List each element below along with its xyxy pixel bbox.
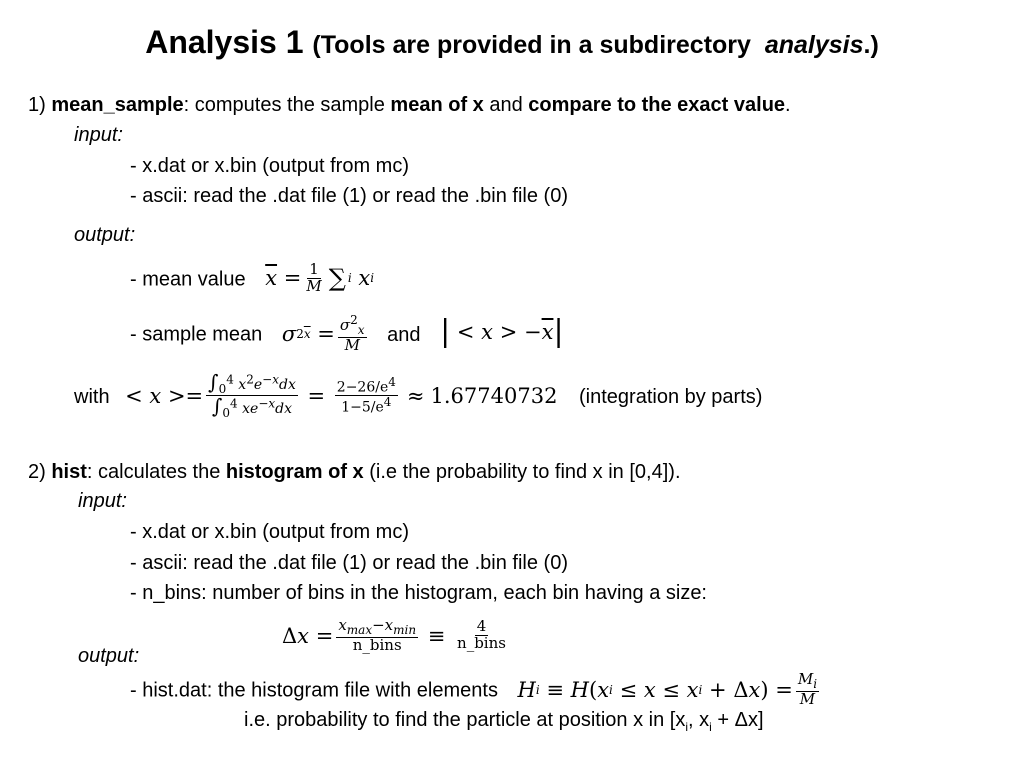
slide-title xyxy=(0,24,1024,61)
mean-formula: $\overline{x}$ = $\frac{1}{M}$ ∑ i x i xyxy=(265,260,375,295)
section1-output-label: output: xyxy=(74,224,136,246)
section2-input-item: - x.dat or x.bin (output from mc) xyxy=(130,521,409,543)
hist-output-line: - hist.dat: the histogram file with elements H i ≡ H ( x i ≤ x ≤ x i + Δ x ) = $\frac{M_i}{M}$ xyxy=(130,672,822,707)
mean-value-line: - mean value $\overline{x}$ = $\frac{1}{M}$ ∑ i x i xyxy=(130,260,375,295)
tool-name-mean-sample: mean_sample xyxy=(51,94,184,116)
title-sub: (Tools are provided in a subdirectory analysis.) xyxy=(312,31,879,59)
deviation-formula: | < x > − $\overline{x}$ | xyxy=(440,313,564,349)
section1-input-item: - ascii: read the .dat file (1) or read the .bin file (0) xyxy=(130,185,568,207)
exact-mean-formula: < x >= $\frac{\int_0^4 x^2e^{-x}dx}{\int_0^4 xe^{-x}dx}$ = $\frac{2-26/e^4}{1-5/e^4}$ ≈ 1.67740732 xyxy=(125,370,558,421)
title-main: Analysis 1 xyxy=(145,24,304,60)
section2-input-item: - ascii: read the .dat file (1) or read the .bin file (0) xyxy=(130,552,568,574)
tool-name-hist: hist xyxy=(51,461,87,483)
section1-input-item: - x.dat or x.bin (output from mc) xyxy=(130,155,409,177)
section1-input-label: input: xyxy=(74,124,123,146)
section2-input-label: input: xyxy=(78,490,127,512)
probability-line: i.e. probability to find the particle at position x in [$x_i$, $x_i + \Delta x$] xyxy=(244,709,764,734)
bin-size-line xyxy=(282,618,511,653)
sample-mean-line: - sample mean σ 2 $\overline{x}$ = $\frac{\sigma^2_x}{M}$ and | < x > − $\overline{x}$ | xyxy=(130,313,564,354)
exact-value-line: with < x >= $\frac{\int_0^4 x^2e^{-x}dx}{\int_0^4 xe^{-x}dx}$ = $\frac{2-26/e^4}{1-5/e^4}$ ≈ 1.67740732 (integration by parts) xyxy=(74,370,763,421)
section2-input-item: - n_bins: number of bins in the histogram, each bin having a size: xyxy=(130,582,707,604)
section2-heading: 2) hist: calculates the histogram of x (i.e the probability to find x in [0,4]). xyxy=(28,461,681,483)
section1-heading: 1) mean_sample: computes the sample mean of x and compare to the exact value. xyxy=(28,94,791,116)
bin-size-formula: Δ x = $\frac{x_{max}-x_{min}}{\text{n\_bins}}$ ≡ $\frac{4}{\text{n\_bins}}$ xyxy=(282,616,506,654)
histogram-formula: H i ≡ H ( x i ≤ x ≤ x i + Δ x ) = $\frac{M_i}{M}$ xyxy=(517,670,818,708)
sample-variance-formula: σ 2 $\overline{x}$ = $\frac{\sigma^2_x}{M}$ xyxy=(281,313,365,354)
section2-output-label: output: xyxy=(78,645,140,667)
